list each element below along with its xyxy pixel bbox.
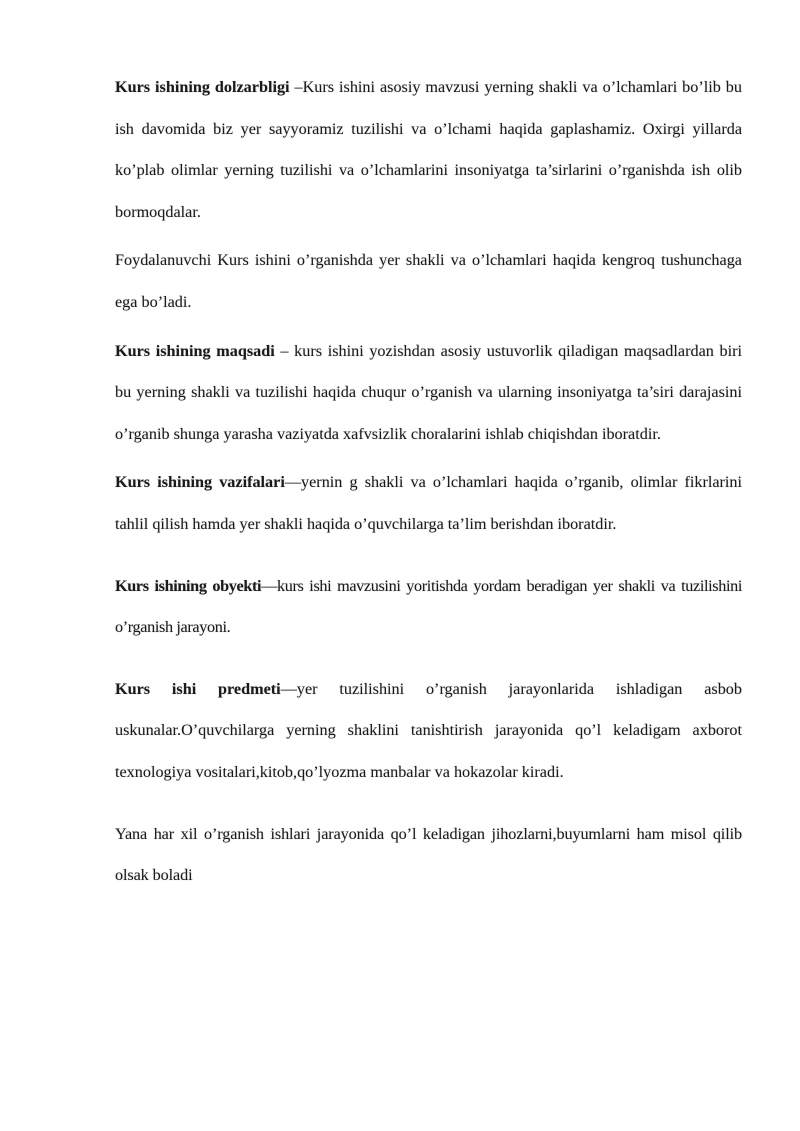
paragraph-vazifalari xyxy=(115,462,742,545)
paragraph-yana xyxy=(115,814,742,897)
document-page xyxy=(115,67,742,897)
paragraph-body: Yana har xil o’rganish ishlari jarayonida qo’l keladigan jihozlarni,buyumlarni ham misol qilib olsak boladi xyxy=(115,824,742,885)
paragraph-body: –Kurs ishini asosiy mavzusi yerning shakli va o’lchamlari bo’lib bu ish davomida biz yer sayyoramiz tuzilishi va o’lchami haqida gaplashamiz. Oxirgi yillarda ko’plab olimlar yerning tuzilishi va o’lchamlarini insoniyatga ta’sirlarini o’rganishda ish olib bormoqdalar. xyxy=(115,78,742,221)
paragraph-body: —yernin g shakli va o’lchamlari haqida o’rganib, olimlar fikrlarini tahlil qilish hamda yer shakli haqida o’quvchilarga ta’lim berishdan iboratdir. xyxy=(115,473,742,533)
paragraph-heading: Kurs ishining vazifalari xyxy=(115,473,285,492)
paragraph-dolzarbligi xyxy=(115,67,742,233)
paragraph-predmeti xyxy=(115,669,742,794)
paragraph-heading: Kurs ishi predmeti xyxy=(115,679,281,698)
paragraph-body: —yer tuzilishini o’rganish jarayonlarida ishladigan asbob uskunalar.O’quvchilarga yerning shaklini tanishtirish jarayonida qo’l keladigam axborot texnologiya vositalari,kitob,qo’lyozma manbalar va hokazolar kiradi. xyxy=(115,679,742,781)
paragraph-maqsadi xyxy=(115,331,742,456)
paragraph-obyekti xyxy=(115,566,742,649)
paragraph-foydalanuvchi xyxy=(115,240,742,323)
paragraph-body: Foydalanuvchi Kurs ishini o’rganishda yer shakli va o’lchamlari haqida kengroq tushunchaga ega bo’ladi. xyxy=(115,251,742,311)
paragraph-heading: Kurs ishining dolzarbligi xyxy=(115,78,290,96)
paragraph-heading: Kurs ishining obyekti xyxy=(115,576,262,595)
paragraph-heading: Kurs ishining maqsadi xyxy=(115,341,275,360)
paragraph-body: —kurs ishi mavzusini yoritishda yordam beradigan yer shakli va tuzilishini o’rganish jarayoni. xyxy=(115,576,742,637)
paragraph-body: – kurs ishini yozishdan asosiy ustuvorlik qiladigan maqsadlardan biri bu yerning shakli va tuzilishi haqida chuqur o’rganish va ularning insoniyatga ta’siri darajasini o’rganib shunga yarasha vaziyatda xafvsizlik choralarini ishlab chiqishdan iboratdir. xyxy=(115,341,742,443)
